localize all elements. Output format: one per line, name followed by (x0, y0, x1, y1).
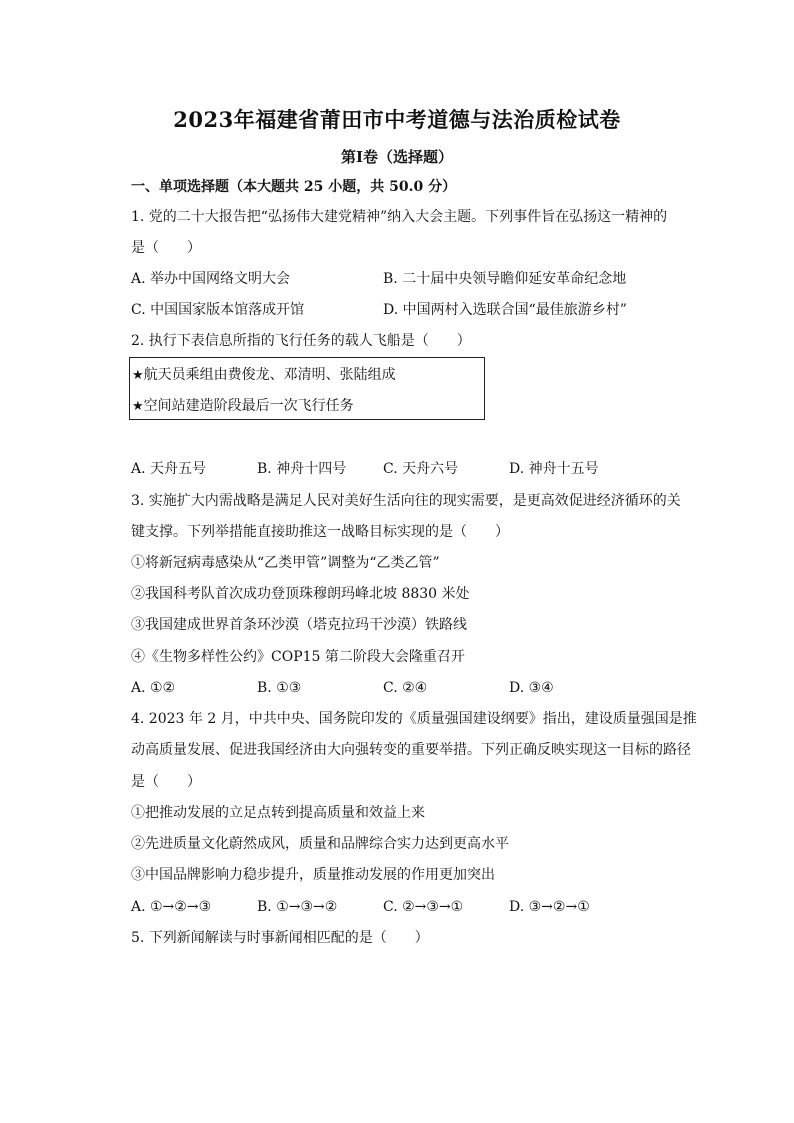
q1-stem-line-2: 是（ ） (131, 240, 201, 256)
q2-stem-line-1: 2. 执行下表信息所指的飞行任务的载人飞船是（ ） (131, 333, 471, 349)
q4-item-3: ③中国品牌影响力稳步提升，质量推动发展的作用更加突出 (131, 867, 495, 883)
q2-info-text-1: 航天员乘组由费俊龙、邓清明、张陆组成 (143, 367, 396, 383)
star-icon: ★ (132, 399, 144, 414)
q4-option-b[interactable]: B. ①→③→② (257, 899, 338, 915)
star-icon: ★ (132, 368, 144, 383)
q3-option-c[interactable]: C. ②④ (383, 680, 428, 696)
q4-item-2: ②先进质量文化蔚然成风，质量和品牌综合实力达到更高水平 (131, 836, 509, 852)
q1-option-d[interactable]: D. 中国两村入选联合国“最佳旅游乡村” (383, 302, 627, 318)
q4-option-c[interactable]: C. ②→③→① (383, 899, 464, 915)
q2-option-a[interactable]: A. 天舟五号 (131, 461, 207, 477)
q4-stem-line-3: 是（ ） (131, 774, 201, 790)
q2-option-b[interactable]: B. 神舟十四号 (257, 461, 347, 477)
q4-item-1: ①把推动发展的立足点转到提高质量和效益上来 (131, 805, 425, 821)
q2-info-text-2: 空间站建造阶段最后一次飞行任务 (143, 398, 354, 414)
q1-option-a[interactable]: A. 举办中国网络文明大会 (131, 271, 291, 287)
q2-info-row-1 (132, 366, 396, 385)
q4-stem-line-2: 动高质量发展、促进我国经济由大向强转变的重要举措。下列正确反映实现这一目标的路径 (131, 742, 691, 758)
q2-option-d[interactable]: D. 神舟十五号 (509, 461, 599, 477)
q1-stem-line-1: 1. 党的二十大报告把“弘扬伟大建党精神”纳入大会主题。下列事件旨在弘扬这一精神的 (131, 209, 668, 225)
q4-option-d[interactable]: D. ③→②→① (509, 899, 590, 915)
q3-stem-line-1: 3. 实施扩大内需战略是满足人民对美好生活向往的现实需要，是更高效促进经济循环的关 (131, 493, 681, 509)
q2-info-box (129, 357, 485, 420)
q3-item-4: ④《生物多样性公约》COP15 第二阶段大会隆重召开 (131, 649, 465, 665)
q1-option-b[interactable]: B. 二十届中央领导瞻仰延安革命纪念地 (383, 271, 627, 287)
q5-stem-line-1: 5. 下列新闻解读与时事新闻相匹配的是（ ） (131, 930, 429, 946)
q4-stem-line-1: 4. 2023 年 2 月，中共中央、国务院印发的《质量强国建设纲要》指出，建设质量强国是推 (131, 711, 697, 727)
q3-stem-line-2: 键支撑。下列举措能直接助推这一战略目标实现的是（ ） (131, 524, 509, 540)
part-heading: 第Ⅰ卷（选择题） (340, 148, 454, 166)
q3-item-2: ②我国科考队首次成功登顶珠穆朗玛峰北坡 8830 米处 (131, 586, 470, 602)
q4-option-a[interactable]: A. ①→②→③ (131, 899, 212, 915)
q1-option-c[interactable]: C. 中国国家版本馆落成开馆 (131, 302, 305, 318)
q2-info-row-2 (132, 397, 354, 416)
q3-item-3: ③我国建成世界首条环沙漠（塔克拉玛干沙漠）铁路线 (131, 617, 467, 633)
q2-option-c[interactable]: C. 天舟六号 (383, 461, 459, 477)
q3-item-1: ①将新冠病毒感染从“乙类甲管”调整为“乙类乙管” (131, 555, 440, 571)
section-heading: 一、单项选择题（本大题共 25 小题，共 50.0 分） (131, 179, 457, 195)
page-title: 2023年福建省莆田市中考道德与法治质检试卷 (173, 107, 621, 132)
q3-option-a[interactable]: A. ①② (131, 680, 176, 696)
q3-option-b[interactable]: B. ①③ (257, 680, 302, 696)
q3-option-d[interactable]: D. ③④ (509, 680, 554, 696)
